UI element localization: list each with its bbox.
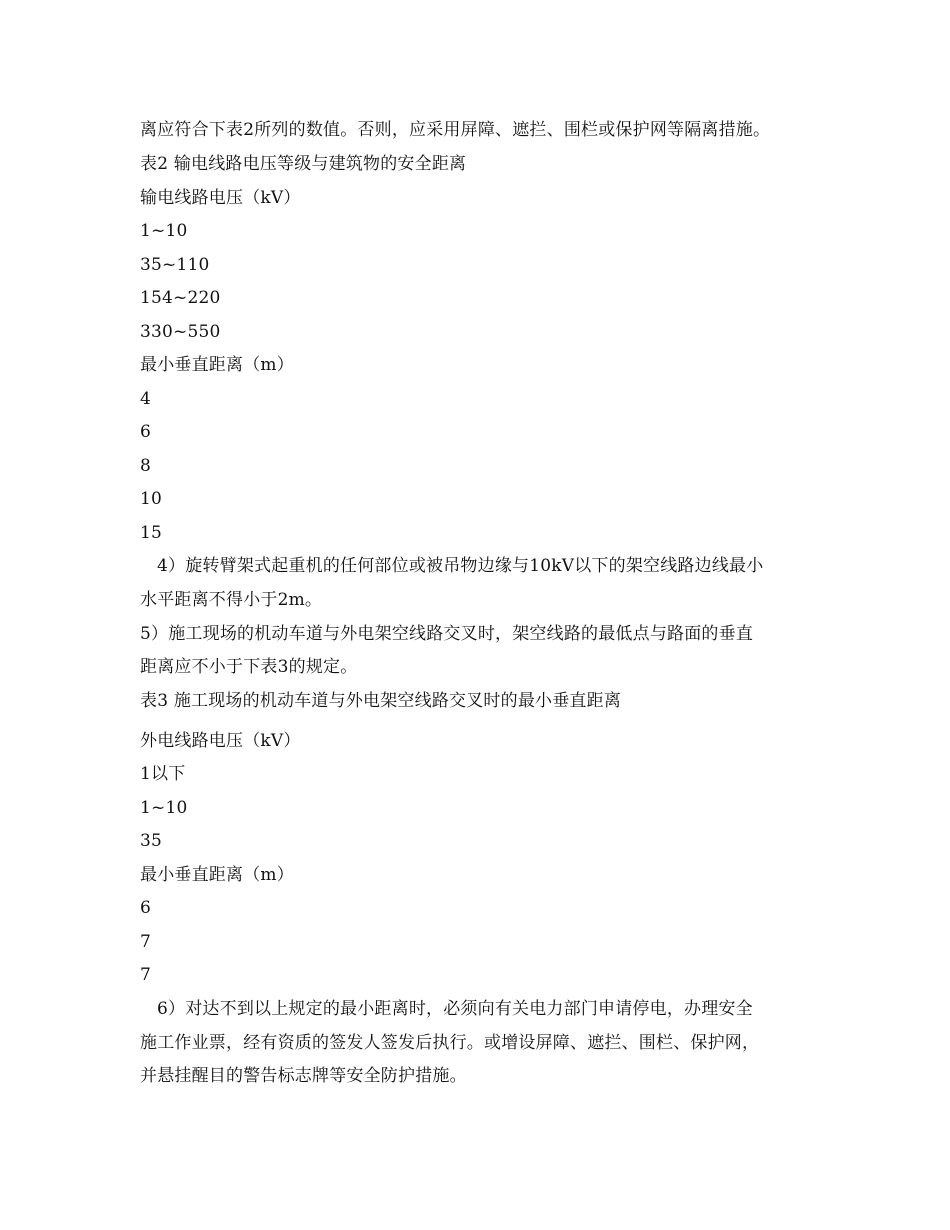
paragraph-line: 施工作业票，经有资质的签发人签发后执行。或增设屏障、遮拦、围栏、保护网， <box>140 1033 760 1053</box>
table-2-distance-value: 10 <box>140 489 163 509</box>
table-2-voltage-value: 1~10 <box>140 221 188 241</box>
paragraph-line: 5）施工现场的机动车道与外电架空线路交叉时，架空线路的最低点与路面的垂直 <box>140 624 754 644</box>
paragraph-line: 4）旋转臂架式起重机的任何部位或被吊物边缘与10kV以下的架空线路边线最小 <box>157 556 764 576</box>
paragraph-line: 并悬挂醒目的警告标志牌等安全防护措施。 <box>140 1066 467 1086</box>
table-2-distance-value: 15 <box>140 523 163 543</box>
table-3-distance-header: 最小垂直距离（m） <box>140 865 294 885</box>
table-3-distance-value: 7 <box>140 932 152 952</box>
table-2-voltage-value: 35~110 <box>140 255 210 275</box>
table-3-voltage-value: 1~10 <box>140 798 188 818</box>
table-2-distance-value: 8 <box>140 456 152 476</box>
table-2-distance-header: 最小垂直距离（m） <box>140 355 294 375</box>
table-3-distance-value: 6 <box>140 898 152 918</box>
paragraph-line: 离应符合下表2所列的数值。否则，应采用屏障、遮拦、围栏或保护网等隔离措施。 <box>140 120 771 140</box>
table-2-title: 表2 输电线路电压等级与建筑物的安全距离 <box>140 154 467 174</box>
table-3-title: 表3 施工现场的机动车道与外电架空线路交叉时的最小垂直距离 <box>140 691 622 711</box>
table-3-voltage-header: 外电线路电压（kV） <box>140 731 301 751</box>
table-2-voltage-value: 154~220 <box>140 288 221 308</box>
table-3-distance-value: 7 <box>140 965 152 985</box>
table-2-distance-value: 6 <box>140 422 152 442</box>
paragraph-line: 水平距离不得小于2m。 <box>140 590 323 610</box>
paragraph-line: 6）对达不到以上规定的最小距离时，必须向有关电力部门申请停电，办理安全 <box>157 999 753 1019</box>
table-2-voltage-header: 输电线路电压（kV） <box>140 188 301 208</box>
table-2-voltage-value: 330~550 <box>140 322 221 342</box>
table-3-voltage-value: 1以下 <box>140 764 186 784</box>
table-3-voltage-value: 35 <box>140 831 163 851</box>
table-2-distance-value: 4 <box>140 389 152 409</box>
paragraph-line: 距离应不小于下表3的规定。 <box>140 657 358 677</box>
